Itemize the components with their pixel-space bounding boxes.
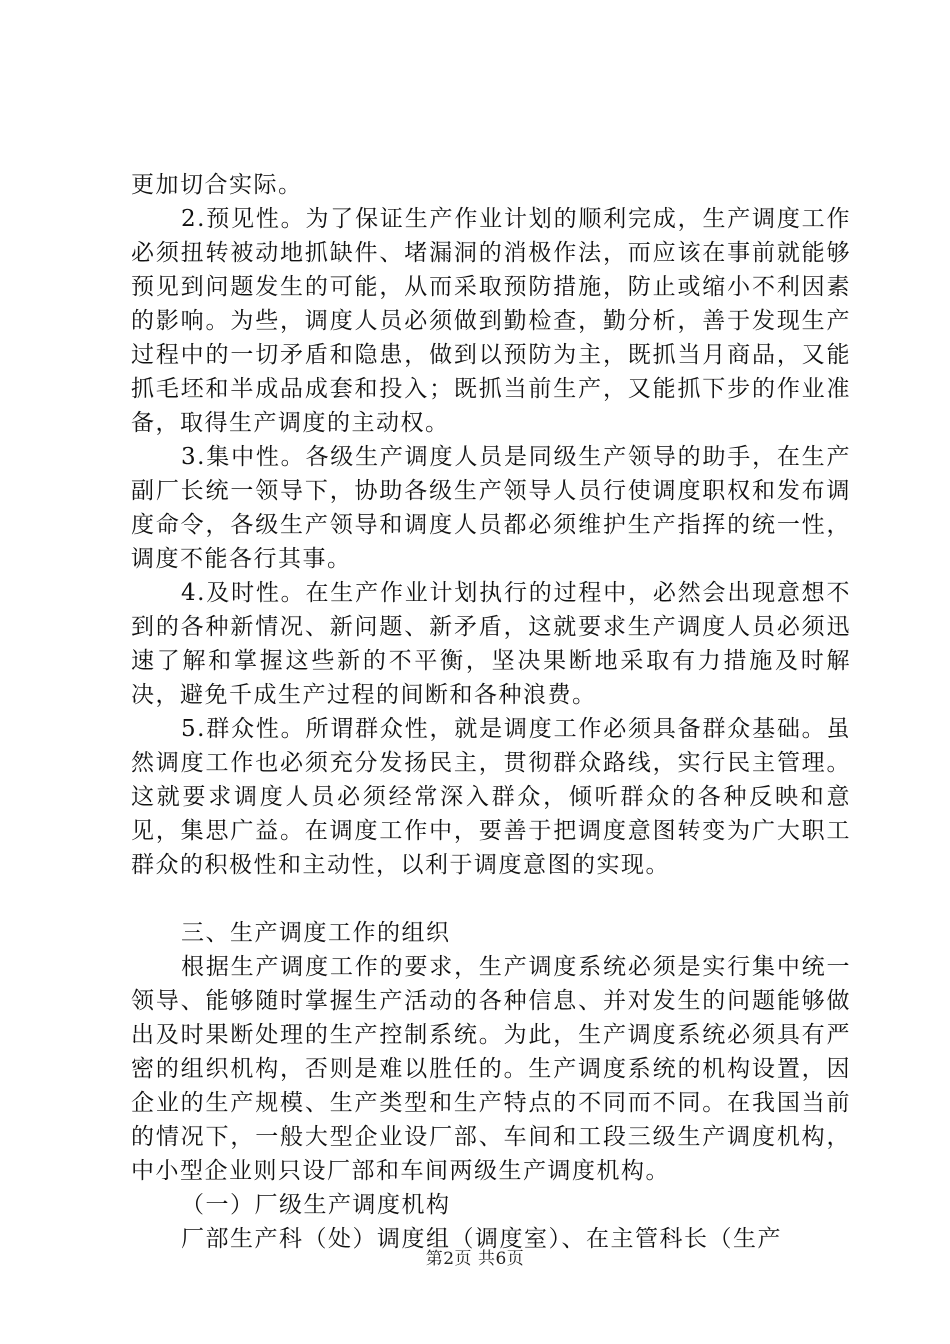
paragraph-continuation: 更加切合实际。 xyxy=(131,172,303,198)
paragraph-organization: 根据生产调度工作的要求，生产调度系统必须是实行集中统一领导、能够随时掌握生产活动的各种信息、并对发生的问题能够做出及时果断处理的生产控制系统。为此，生产调度系统必须具有严密的组织机构，否则是难以胜任的。生产调度系统的机构设置，因企业的生产规模、生产类型和生产特点的不同而不同。在我国当前的情况下，一般大型企业设厂部、车间和工段三级生产调度机构，中小型企业则只设厂部和车间两级生产调度机构。 xyxy=(131,954,851,1184)
section-spacer xyxy=(131,882,851,916)
paragraph-centralization: 3.集中性。各级生产调度人员是同级生产领导的助手，在生产副厂长统一领导下，协助各级生产领导人员行使调度职权和发布调度命令，各级生产领导和调度人员都必须维护生产指挥的统一性，调度不能各行其事。 xyxy=(131,444,851,572)
paragraph-mass-character: 5.群众性。所谓群众性，就是调度工作必须具备群众基础。虽然调度工作也必须充分发扬民主，贯彻群众路线，实行民主管理。这就要求调度人员必须经常深入群众，倾听群众的各种反映和意见，集思广益。在调度工作中，要善于把调度意图转变为广大职工群众的积极性和主动性，以利于调度意图的实现。 xyxy=(131,716,851,878)
document-body xyxy=(131,168,851,1256)
paragraph-timeliness: 4.及时性。在生产作业计划执行的过程中，必然会出现意想不到的各种新情况、新问题、新矛盾，这就要求生产调度人员必须迅速了解和掌握这些新的不平衡，坚决果断地采取有力措施及时解决，避免千成生产过程的间断和各种浪费。 xyxy=(131,580,851,708)
paragraph-factory-level: 厂部生产科（处）调度组（调度室）、在主管科长（生产 xyxy=(181,1226,782,1252)
paragraph-foresight: 2.预见性。为了保证生产作业计划的顺利完成，生产调度工作必须扭转被动地抓缺件、堵漏洞的消极作法，而应该在事前就能够预见到问题发生的可能，从而采取预防措施，防止或缩小不利因素的影响。为些，调度人员必须做到勤检查，勤分析，善于发现生产过程中的一切矛盾和隐患，做到以预防为主，既抓当月商品，又能抓毛坯和半成品成套和投入；既抓当前生产，又能抓下步的作业准备，取得生产调度的主动权。 xyxy=(131,206,851,436)
section-heading: 三、生产调度工作的组织 xyxy=(181,920,451,946)
subsection-heading: （一）厂级生产调度机构 xyxy=(181,1192,451,1218)
page-footer: 第2页 共6页 xyxy=(425,1249,525,1269)
